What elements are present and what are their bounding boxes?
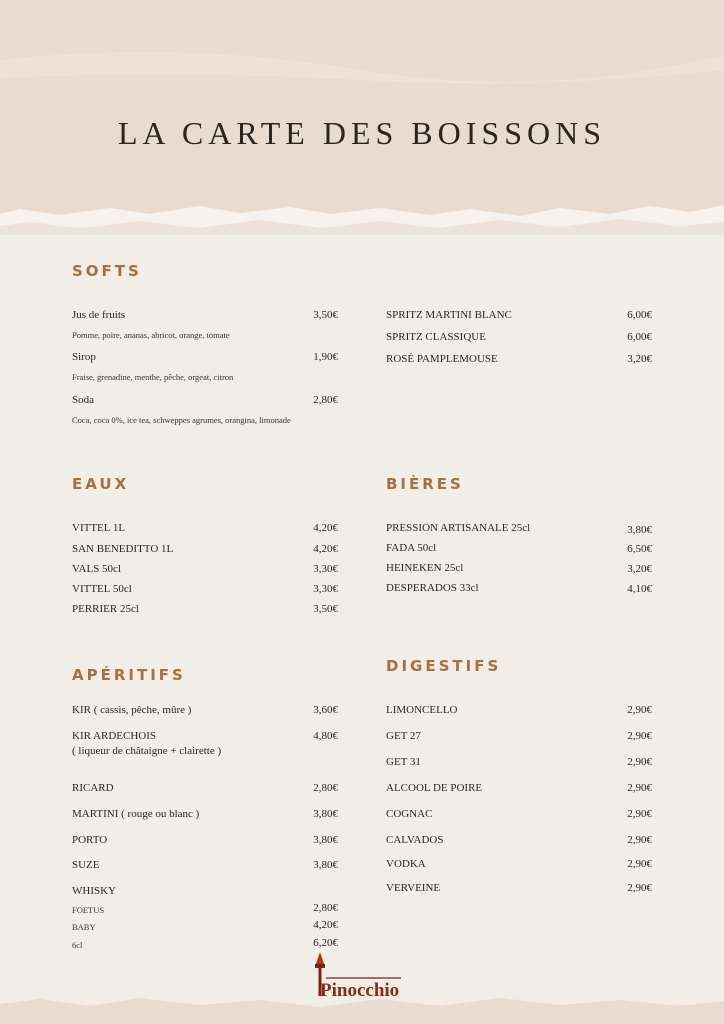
menu-item-price: 3,50€ [313, 603, 338, 615]
menu-item-name: VITTEL 1L [72, 522, 126, 534]
menu-item-name: Sirop [72, 351, 96, 363]
menu-item-price: 3,20€ [627, 563, 652, 575]
whisky-size-name: BABY [72, 922, 96, 932]
menu-item-price: 3,80€ [627, 524, 652, 536]
menu-item-price: 2,90€ [627, 882, 652, 894]
menu-item-price: 1,90€ [313, 351, 338, 363]
menu-item-price: 2,90€ [627, 834, 652, 846]
menu-item-price: 3,80€ [313, 834, 338, 846]
menu-item-name: SAN BENEDITTO 1L [72, 543, 174, 555]
section-title-eaux: EAUX [72, 475, 130, 493]
menu-item-detail: Pomme, poire, ananas, abricot, orange, tomate [72, 330, 230, 340]
menu-item-price: 3,60€ [313, 704, 338, 716]
menu-item-price: 3,30€ [313, 583, 338, 595]
menu-item-price: 4,80€ [313, 730, 338, 742]
menu-item-name: VERVEINE [386, 882, 441, 894]
menu-item-detail: ( liqueur de châtaigne + clairette ) [72, 745, 222, 757]
menu-item-price: 3,80€ [313, 859, 338, 871]
menu-item-name: VODKA [386, 858, 426, 870]
menu-item-name: DESPERADOS 33cl [386, 582, 479, 594]
menu-item-name: COGNAC [386, 808, 433, 820]
menu-item-price: 3,80€ [313, 808, 338, 820]
menu-item-name: RICARD [72, 782, 114, 794]
menu-item-name: ALCOOL DE POIRE [386, 782, 483, 794]
menu-item-name: FADA 50cl [386, 542, 437, 554]
whisky-size-price: 4,20€ [313, 919, 338, 931]
menu-item-price: 2,80€ [313, 782, 338, 794]
menu-item-price: 2,90€ [627, 858, 652, 870]
whisky-size-price: 2,80€ [313, 902, 338, 914]
menu-item-price: 6,50€ [627, 543, 652, 555]
menu-item-name: Soda [72, 394, 94, 406]
menu-item-price: 6,00€ [627, 309, 652, 321]
menu-item-price: 4,20€ [313, 543, 338, 555]
menu-item-name: KIR ( cassis, pêche, mûre ) [72, 704, 192, 716]
hat-icon [316, 952, 324, 964]
pinocchio-logo [306, 950, 416, 1010]
menu-item-price: 2,90€ [627, 782, 652, 794]
menu-item-name: PORTO [72, 834, 108, 846]
menu-item-name: PERRIER 25cl [72, 603, 139, 615]
menu-item-name: Jus de fruits [72, 309, 126, 321]
menu-item-price: 3,50€ [313, 309, 338, 321]
menu-item-name: GET 31 [386, 756, 421, 768]
whisky-size-name: FOETUS [72, 905, 105, 915]
menu-item-name: WHISKY [72, 885, 116, 897]
menu-item-detail: Fraise, grenadine, menthe, pêche, orgeat, citron [72, 372, 234, 382]
menu-item-name: SUZE [72, 859, 100, 871]
menu-item-name: SPRITZ CLASSIQUE [386, 331, 486, 343]
menu-item-name: VALS 50cl [72, 563, 121, 575]
menu-item-name: CALVADOS [386, 834, 444, 846]
menu-item-price: 2,80€ [313, 394, 338, 406]
menu-item-price: 3,30€ [313, 563, 338, 575]
page-title: LA CARTE DES BOISSONS [117, 115, 607, 151]
menu-item-name: HEINEKEN 25cl [386, 562, 464, 574]
section-title-digestifs: DIGESTIFS [386, 657, 502, 675]
menu-item-price: 6,00€ [627, 331, 652, 343]
section-title-bieres: BIÈRES [386, 475, 464, 493]
whisky-size-name: 6cl [72, 940, 83, 950]
menu-item-name: LIMONCELLO [386, 704, 458, 716]
menu-item-name: PRESSION ARTISANALE 25cl [386, 522, 531, 534]
menu-item-price: 2,90€ [627, 756, 652, 768]
section-title-softs: SOFTS [72, 262, 142, 280]
menu-item-price: 2,90€ [627, 730, 652, 742]
menu-item-name: VITTEL 50cl [72, 583, 132, 595]
whisky-size-price: 6,20€ [313, 937, 338, 949]
menu-item-price: 3,20€ [627, 353, 652, 365]
menu-item-name: ROSÉ PAMPLEMOUSE [386, 353, 498, 365]
menu-item-name: MARTINI ( rouge ou blanc ) [72, 808, 200, 820]
menu-item-detail: Coca, coca 0%, ice tea, schweppes agrumes, orangina, limonade [72, 415, 291, 425]
menu-item-price: 4,10€ [627, 583, 652, 595]
menu-item-name: GET 27 [386, 730, 421, 742]
logo-text: Pinocchio [320, 980, 400, 1001]
menu-item-name: KIR ARDECHOIS [72, 730, 157, 742]
menu-item-name: SPRITZ MARTINI BLANC [386, 309, 512, 321]
menu-item-price: 2,90€ [627, 704, 652, 716]
menu-item-price: 2,90€ [627, 808, 652, 820]
section-title-aperitifs: APÉRITIFS [72, 666, 186, 684]
menu-item-price: 4,20€ [313, 522, 338, 534]
